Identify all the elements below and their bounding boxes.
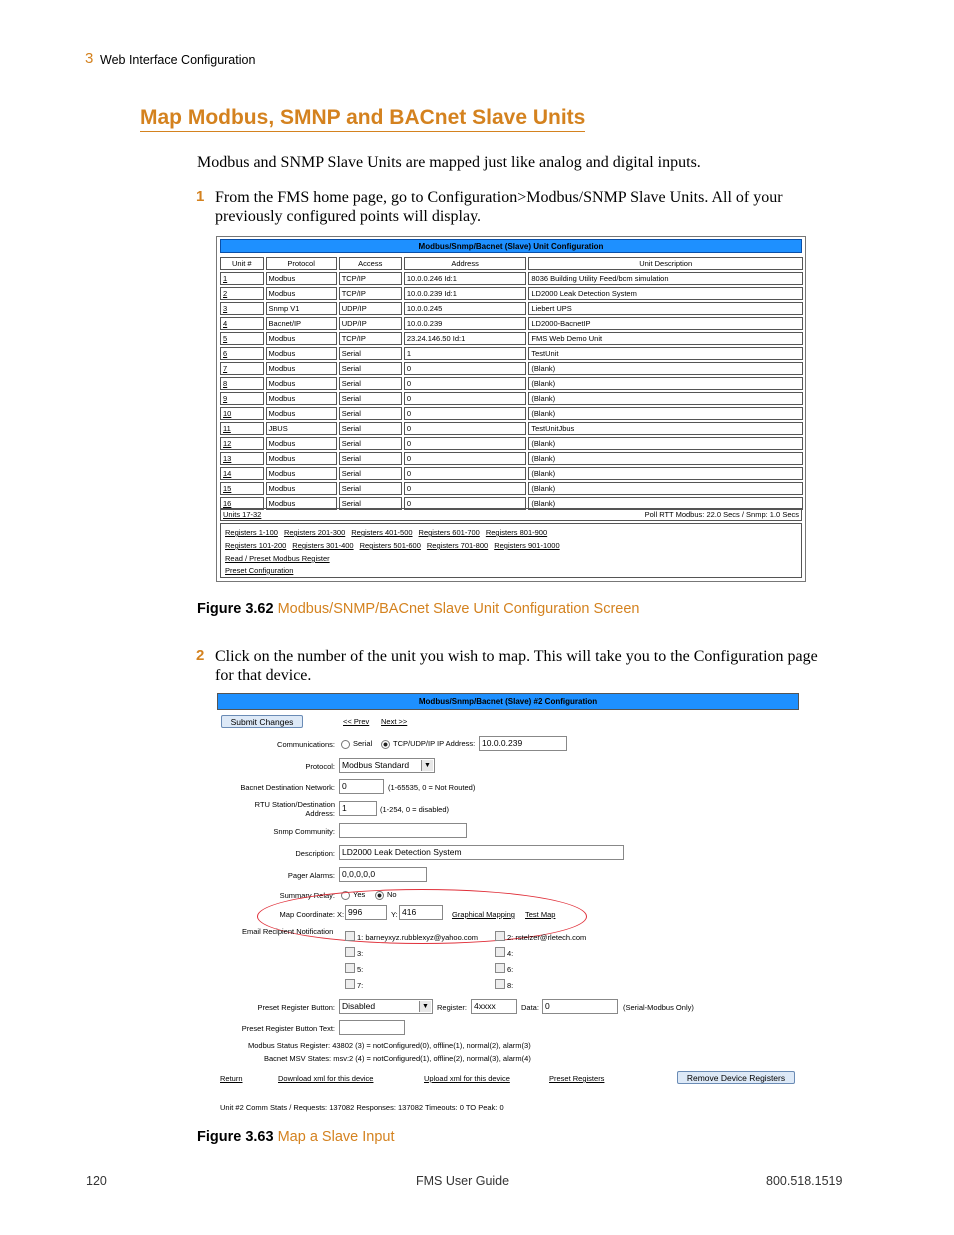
unit-number-link[interactable]: 4 <box>223 319 228 328</box>
protocol-cell <box>266 437 337 450</box>
access-cell <box>339 392 402 405</box>
description-cell <box>528 392 803 405</box>
address-cell: 10.0.0.239 Id:1 <box>406 289 457 298</box>
caption-text: Map a Slave Input <box>277 1129 395 1145</box>
address-cell: 0 <box>406 409 412 418</box>
description-cell: TestUnitJbus <box>531 424 575 433</box>
bacnet-network-hint: (1-65535, 0 = Not Routed) <box>388 783 476 792</box>
unit-number-link[interactable]: 10 <box>223 409 232 418</box>
table-row <box>220 317 803 330</box>
address-cell: 0 <box>406 499 412 508</box>
pager-alarms-label: Pager Alarms: <box>287 871 335 880</box>
table-row <box>220 287 803 300</box>
address-cell <box>404 377 527 390</box>
registers-link[interactable]: Registers 201-300 <box>283 528 346 537</box>
email-3-checkbox[interactable] <box>345 947 355 957</box>
unit-cell[interactable] <box>220 407 264 420</box>
step-1-text: From the FMS home page, go to Configuration>Modbus/SNMP Slave Units. All of your previously configured points will display. <box>215 189 783 225</box>
protocol-cell: Modbus <box>268 364 296 373</box>
registers-link[interactable]: Registers 1-100 <box>225 528 278 537</box>
email-3-label: 3: <box>357 949 364 958</box>
pager-alarms-input[interactable]: 0,0,0,0,0 <box>339 867 427 882</box>
email-8-checkbox[interactable] <box>495 979 505 989</box>
description-cell: (Blank) <box>531 469 556 478</box>
description-cell <box>528 422 803 435</box>
table-row <box>220 272 803 285</box>
description-cell: (Blank) <box>531 499 556 508</box>
modbus-status-register: Modbus Status Register: 43802 (3) = notConfigured(0), offline(1), normal(2), alarm(3) <box>248 1041 531 1050</box>
protocol-cell: Modbus <box>268 394 296 403</box>
step-1-number: 1 <box>196 188 205 205</box>
description-cell: (Blank) <box>531 439 556 448</box>
read-preset-link[interactable]: Read / Preset Modbus Register <box>225 554 330 563</box>
unit-number-link[interactable]: 7 <box>223 364 228 373</box>
access-cell <box>339 287 402 300</box>
poll-rtt: Poll RTT Modbus: 22.0 Secs / Snmp: 1.0 Secs <box>644 510 799 519</box>
address-cell: 10.0.0.246 Id:1 <box>406 274 457 283</box>
description-cell <box>528 302 803 315</box>
access-cell: UDP/IP <box>341 304 367 313</box>
address-cell <box>404 317 527 330</box>
units-17-32-link[interactable]: Units 17-32 <box>223 510 262 519</box>
protocol-cell: Modbus <box>268 349 296 358</box>
unit-cell[interactable] <box>220 272 264 285</box>
registers-link[interactable]: Registers 401-500 <box>351 528 413 537</box>
device-config-title-bar: Modbus/Snmp/Bacnet (Slave) #2 Configuration <box>217 693 799 710</box>
access-cell <box>339 422 402 435</box>
comm-stats: Unit #2 Comm Stats / Requests: 137082 Responses: 137082 Timeouts: 0 TO Peak: 0 <box>220 1103 504 1112</box>
protocol-cell <box>266 452 337 465</box>
unit-number-link[interactable]: 1 <box>223 274 228 283</box>
description-cell <box>528 482 803 495</box>
unit-cell[interactable] <box>220 452 264 465</box>
address-cell: 0 <box>406 454 412 463</box>
email-7-label: 7: <box>357 981 364 990</box>
protocol-cell <box>266 407 337 420</box>
tcp-radio[interactable]: TCP/UDP/IP IP Address: <box>381 739 475 749</box>
table-row <box>220 482 803 495</box>
protocol-cell <box>266 482 337 495</box>
unit-cell[interactable] <box>220 377 264 390</box>
registers-row-1 <box>225 528 553 537</box>
access-cell <box>339 317 402 330</box>
phone-number: 800.518.1519 <box>766 1174 843 1188</box>
protocol-cell: Modbus <box>268 289 296 298</box>
address-cell: 0 <box>406 484 412 493</box>
email-1-label: 1: barneyxyz.rubblexyz@yahoo.com <box>357 933 479 942</box>
email-recipient-label: Email Recipient Notification <box>242 927 334 936</box>
rtu-label-2: Address: <box>305 809 335 818</box>
description-cell <box>528 452 803 465</box>
access-cell <box>339 377 402 390</box>
address-cell <box>404 467 527 480</box>
address-cell: 10.0.0.245 <box>406 304 443 313</box>
email-4-label: 4: <box>507 949 514 958</box>
unit-number-link[interactable]: 8 <box>223 379 228 388</box>
protocol-cell: Modbus <box>268 454 296 463</box>
registers-link[interactable]: Registers 701-800 <box>426 541 489 550</box>
table-row <box>220 467 803 480</box>
address-cell <box>404 332 527 345</box>
description-cell: (Blank) <box>531 394 556 403</box>
bacnet-network-input[interactable]: 0 <box>339 779 384 794</box>
description-cell: (Blank) <box>531 454 556 463</box>
protocol-cell: Modbus <box>268 469 296 478</box>
register-input[interactable]: 4xxxx <box>471 999 517 1014</box>
address-cell: 0 <box>406 439 412 448</box>
guide-name: FMS User Guide <box>416 1174 510 1188</box>
protocol-select[interactable]: Modbus Standard ▼ <box>339 758 435 773</box>
unit-cell[interactable] <box>220 332 264 345</box>
unit-number-link[interactable]: 2 <box>223 289 228 298</box>
return-link[interactable]: Return <box>220 1074 243 1083</box>
address-cell <box>404 302 527 315</box>
protocol-cell <box>266 272 337 285</box>
table-header-row <box>220 257 803 270</box>
description-cell: 8036 Building Utility Feed/bcm simulation <box>531 274 669 283</box>
y-label: Y: <box>391 910 398 919</box>
email-8-label: 8: <box>507 981 514 990</box>
data-input[interactable]: 0 <box>542 999 618 1014</box>
address-cell: 23.24.146.50 Id:1 <box>406 334 466 343</box>
unit-cell[interactable] <box>220 482 264 495</box>
access-cell: Serial <box>341 409 361 418</box>
description-cell <box>528 317 803 330</box>
email-6-label: 6: <box>507 965 514 974</box>
protocol-cell <box>266 362 337 375</box>
unit-cell[interactable] <box>220 392 264 405</box>
unit-number-link[interactable]: 15 <box>223 484 232 493</box>
protocol-cell: Modbus <box>268 274 296 283</box>
registers-link[interactable]: Registers 301-400 <box>292 541 354 550</box>
access-cell: Serial <box>341 349 361 358</box>
register-label: Register: <box>437 1003 468 1012</box>
email-2-checkbox[interactable] <box>495 931 505 941</box>
col-unit: Unit # <box>220 257 264 270</box>
address-cell <box>404 362 527 375</box>
description-cell: TestUnit <box>531 349 559 358</box>
table-row <box>220 422 803 435</box>
access-cell <box>339 332 402 345</box>
access-cell <box>339 362 402 375</box>
unit-cell[interactable] <box>220 467 264 480</box>
description-cell <box>528 332 803 345</box>
snmp-community-label: Snmp Community: <box>273 827 335 836</box>
access-cell: Serial <box>341 364 361 373</box>
protocol-cell: Bacnet/IP <box>268 319 302 328</box>
step-2-text: Click on the number of the unit you wish to map. This will take you to the Configuration page for that device. <box>215 648 818 684</box>
address-cell <box>404 287 527 300</box>
address-cell <box>404 437 527 450</box>
slave-unit-config-screenshot <box>216 236 806 582</box>
data-label: Data: <box>521 1003 539 1012</box>
chevron-down-icon: ▼ <box>421 760 433 771</box>
description-cell: LD2000-BacnetIP <box>531 319 591 328</box>
preset-button-text-label: Preset Register Button Text: <box>241 1024 335 1033</box>
table-row <box>220 347 803 360</box>
graphical-mapping-link[interactable]: Graphical Mapping <box>452 910 515 919</box>
test-map-link[interactable]: Test Map <box>525 910 556 919</box>
email-2-label: 2: rstelzer@rletech.com <box>507 933 587 942</box>
config-title-bar: Modbus/Snmp/Bacnet (Slave) Unit Configuration <box>220 239 802 253</box>
table-row <box>220 452 803 465</box>
col-address: Address <box>404 257 527 270</box>
unit-cell[interactable] <box>220 287 264 300</box>
registers-link[interactable]: Registers 801-900 <box>485 528 548 537</box>
bacnet-network-label: Bacnet Destination Network: <box>240 783 335 792</box>
submit-changes-button[interactable]: Submit Changes <box>221 715 303 728</box>
description-cell: FMS Web Demo Unit <box>531 334 603 343</box>
email-4-checkbox[interactable] <box>495 947 505 957</box>
preset-button-text-input[interactable] <box>339 1020 405 1035</box>
description-label: Description: <box>295 849 335 858</box>
access-cell: Serial <box>341 394 361 403</box>
unit-number-link[interactable]: 9 <box>223 394 228 403</box>
access-cell <box>339 482 402 495</box>
protocol-label: Protocol: <box>305 762 335 771</box>
access-cell: TCP/IP <box>341 274 366 283</box>
description-cell <box>528 437 803 450</box>
address-cell <box>404 452 527 465</box>
unit-number-link[interactable]: 11 <box>223 424 231 433</box>
protocol-cell <box>266 377 337 390</box>
page-number: 120 <box>86 1174 107 1188</box>
figure-3-63-caption <box>197 1129 394 1145</box>
address-cell <box>404 407 527 420</box>
access-cell: Serial <box>341 439 361 448</box>
access-cell: UDP/IP <box>341 319 367 328</box>
rtu-hint: (1-254, 0 = disabled) <box>380 805 450 814</box>
address-cell <box>404 347 527 360</box>
preset-register-button-label: Preset Register Button: <box>257 1003 335 1012</box>
x-label: X: <box>337 910 345 919</box>
access-cell <box>339 347 402 360</box>
protocol-cell: Modbus <box>268 484 296 493</box>
map-coordinate-label: Map Coordinate: <box>279 910 335 919</box>
protocol-cell: Modbus <box>268 379 296 388</box>
access-cell: Serial <box>341 424 361 433</box>
caption-number: Figure 3.62 <box>197 601 274 617</box>
unit-cell[interactable] <box>220 422 264 435</box>
figure-3-62-caption <box>197 601 639 617</box>
rtu-label-1: RTU Station/Destination <box>254 800 335 809</box>
serial-radio[interactable]: Serial <box>341 739 372 749</box>
address-cell: 1 <box>406 349 412 358</box>
protocol-cell: Modbus <box>268 334 296 343</box>
protocol-cell <box>266 317 337 330</box>
access-cell <box>339 437 402 450</box>
unit-number-link[interactable]: 3 <box>223 304 228 313</box>
address-cell: 0 <box>406 394 412 403</box>
ip-address-input[interactable]: 10.0.0.239 <box>479 736 567 751</box>
protocol-cell <box>266 467 337 480</box>
address-cell <box>404 482 527 495</box>
email-5-label: 5: <box>357 965 364 974</box>
map-x-input[interactable]: 996 <box>345 905 387 920</box>
preset-register-button-select[interactable]: Disabled ▼ <box>339 999 433 1014</box>
download-xml-link[interactable]: Download xml for this device <box>278 1074 374 1083</box>
description-cell: (Blank) <box>531 379 556 388</box>
address-cell <box>404 392 527 405</box>
unit-number-link[interactable]: 16 <box>223 499 232 508</box>
caption-number: Figure 3.63 <box>197 1129 274 1145</box>
step-2-number: 2 <box>196 647 205 664</box>
access-cell: Serial <box>341 454 361 463</box>
unit-number-link[interactable]: 6 <box>223 349 228 358</box>
units-table <box>218 255 805 512</box>
unit-number-link[interactable]: 5 <box>223 334 228 343</box>
poll-row <box>220 508 802 521</box>
address-cell: 0 <box>406 469 412 478</box>
serial-only-hint: (Serial-Modbus Only) <box>623 1003 694 1012</box>
unit-cell[interactable] <box>220 362 264 375</box>
protocol-cell <box>266 302 337 315</box>
summary-no-radio[interactable]: No <box>375 890 397 900</box>
intro-paragraph: Modbus and SNMP Slave Units are mapped just like analog and digital inputs. <box>197 154 701 171</box>
description-cell: Liebert UPS <box>531 304 572 313</box>
description-cell <box>528 377 803 390</box>
map-y-input[interactable]: 416 <box>399 905 443 920</box>
access-cell <box>339 452 402 465</box>
preset-config-link[interactable]: Preset Configuration <box>225 566 294 575</box>
slave-device-config-screenshot <box>217 693 799 1118</box>
unit-cell[interactable] <box>220 437 264 450</box>
unit-number-link[interactable]: 12 <box>223 439 232 448</box>
unit-number-link[interactable]: 14 <box>223 469 232 478</box>
access-cell: Serial <box>341 499 361 508</box>
email-7-checkbox[interactable] <box>345 979 355 989</box>
description-cell <box>528 407 803 420</box>
table-row <box>220 392 803 405</box>
communications-label: Communications: <box>277 740 335 749</box>
registers-row-2 <box>225 541 566 550</box>
chevron-down-icon: ▼ <box>419 1001 431 1012</box>
description-cell <box>528 272 803 285</box>
access-cell: TCP/IP <box>341 334 366 343</box>
description-cell <box>528 347 803 360</box>
access-cell <box>339 302 402 315</box>
registers-link[interactable]: Registers 501-600 <box>359 541 421 550</box>
access-cell: Serial <box>341 469 361 478</box>
description-cell: (Blank) <box>531 484 556 493</box>
table-row <box>220 377 803 390</box>
protocol-cell: Modbus <box>268 409 296 418</box>
protocol-cell <box>266 332 337 345</box>
email-6-checkbox[interactable] <box>495 963 505 973</box>
protocol-cell: Snmp V1 <box>268 304 300 313</box>
snmp-community-input[interactable] <box>339 823 467 838</box>
address-cell: 10.0.0.239 <box>406 319 443 328</box>
table-row <box>220 437 803 450</box>
col-access: Access <box>339 257 402 270</box>
bacnet-msv-states: Bacnet MSV States: msv:2 (4) = notConfigured(1), offline(2), normal(3), alarm(4) <box>264 1054 531 1063</box>
table-row <box>220 302 803 315</box>
description-input[interactable]: LD2000 Leak Detection System <box>339 845 624 860</box>
registers-link[interactable]: Registers 101-200 <box>225 541 287 550</box>
unit-number-link[interactable]: 13 <box>223 454 232 463</box>
col-protocol: Protocol <box>266 257 337 270</box>
address-cell <box>404 272 527 285</box>
table-row <box>220 362 803 375</box>
access-cell <box>339 272 402 285</box>
upload-xml-link[interactable]: Upload xml for this device <box>424 1074 510 1083</box>
protocol-cell <box>266 347 337 360</box>
page-title: Map Modbus, SMNP and BACnet Slave Units <box>140 106 585 132</box>
remove-device-registers-button[interactable]: Remove Device Registers <box>677 1071 795 1084</box>
next-link[interactable]: Next >> <box>381 717 408 726</box>
unit-cell[interactable] <box>220 347 264 360</box>
protocol-cell <box>266 422 337 435</box>
description-cell: LD2000 Leak Detection System <box>531 289 637 298</box>
description-cell <box>528 467 803 480</box>
email-1-checkbox[interactable] <box>345 931 355 941</box>
access-cell: Serial <box>341 484 361 493</box>
address-cell: 0 <box>406 364 412 373</box>
protocol-cell: Modbus <box>268 439 296 448</box>
preset-registers-link[interactable]: Preset Registers <box>549 1074 605 1083</box>
section-header: Web Interface Configuration <box>100 53 256 67</box>
address-cell <box>404 422 527 435</box>
protocol-cell: Modbus <box>268 499 296 508</box>
registers-link[interactable]: Registers 901-1000 <box>494 541 560 550</box>
access-cell: TCP/IP <box>341 289 366 298</box>
registers-link[interactable]: Registers 601-700 <box>418 528 480 537</box>
access-cell: Serial <box>341 379 361 388</box>
email-5-checkbox[interactable] <box>345 963 355 973</box>
rtu-address-input[interactable]: 1 <box>339 801 377 816</box>
chapter-number: 3 <box>85 50 94 67</box>
description-cell <box>528 287 803 300</box>
table-row <box>220 332 803 345</box>
summary-yes-radio[interactable]: Yes <box>341 890 365 900</box>
unit-cell[interactable] <box>220 317 264 330</box>
description-cell: (Blank) <box>531 364 556 373</box>
address-cell: 0 <box>406 379 412 388</box>
protocol-cell <box>266 287 337 300</box>
unit-cell[interactable] <box>220 302 264 315</box>
caption-text: Modbus/SNMP/BACnet Slave Unit Configuration Screen <box>277 601 640 617</box>
summary-relay-label: Summary Relay: <box>279 891 335 900</box>
registers-box <box>220 523 802 578</box>
table-row <box>220 407 803 420</box>
protocol-cell: JBUS <box>268 424 288 433</box>
col-description: Unit Description <box>528 257 803 270</box>
access-cell <box>339 407 402 420</box>
protocol-cell <box>266 392 337 405</box>
prev-link[interactable]: << Prev <box>343 717 370 726</box>
description-cell: (Blank) <box>531 409 556 418</box>
access-cell <box>339 467 402 480</box>
description-cell <box>528 362 803 375</box>
address-cell: 0 <box>406 424 412 433</box>
